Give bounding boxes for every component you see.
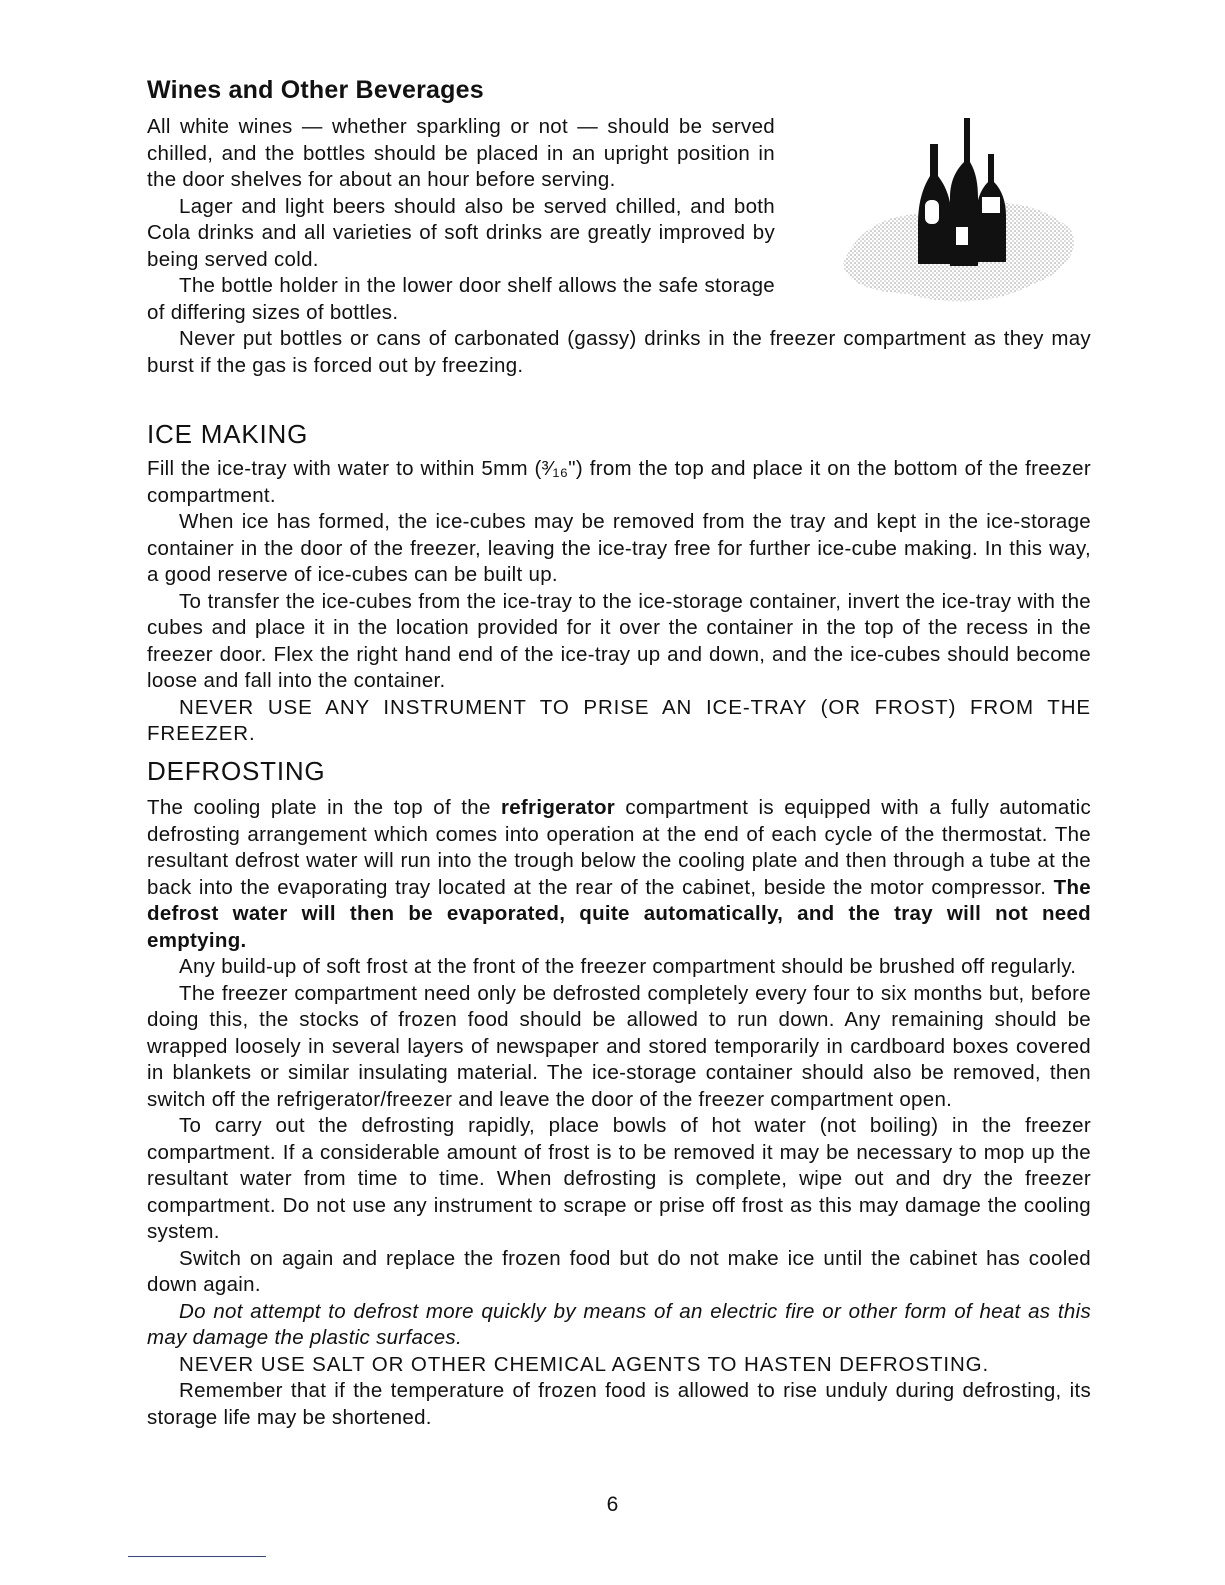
defrost-heading: DEFROSTING [147,756,326,786]
ice-paragraph-1: Fill the ice-tray with water to within 5mm (³⁄₁₆") from the top and place it on the bottom of the freezer compartment. [147,457,1091,507]
section-wines [147,74,1091,379]
defrost-paragraph-5: Switch on again and replace the frozen food but do not make ice until the cabinet has cooled down again. [147,1246,1091,1296]
defrost-paragraph-8: Remember that if the temperature of frozen food is allowed to rise unduly during defrosting, its storage life may be shortened. [147,1379,1091,1429]
wines-paragraph-2: Lager and light beers should also be served chilled, and both Cola drinks and all varieties of soft drinks are greatly improved by being served cold. [147,194,775,271]
wines-heading: Wines and Other Beverages [147,76,484,104]
ice-warning: NEVER USE ANY INSTRUMENT TO PRISE AN ICE-TRAY (OR FROST) FROM THE FREEZER. [147,695,1091,745]
defrost-p1-part-a: The cooling plate in the top of the [147,796,501,819]
ice-paragraph-2: When ice has formed, the ice-cubes may be removed from the tray and kept in the ice-storage container in the door of the freezer, leaving the ice-tray free for further ice-cube making. In this way, a good reserve of ice-cubes can be built up. [147,510,1091,586]
wines-paragraph-3: The bottle holder in the lower door shelf allows the safe storage of differing sizes of bottles. [147,274,775,324]
wines-paragraph-1: All white wines — whether sparkling or not — should be served chilled, and the bottles should be placed in an upright position in the door shelves for about an hour before serving. [147,115,775,191]
ice-paragraph-3: To transfer the ice-cubes from the ice-tray to the ice-storage container, invert the ice-tray with the cubes and place it in the location provided for it over the container in the top of the recess in the freezer door. Flex the right hand end of the ice-tray up and down, and the ice-cubes should become loose and fall into the container. [147,589,1091,692]
section-ice-making [147,418,1091,748]
defrost-p1-part-c: compartment is equipped with a fully automatic defrosting arrangement which comes into operation at the end of each cycle of the thermostat. The resultant defrost water will run into the trough below the cooling plate and then through a tube at the back into the evaporating tray located at the rear of the cabinet, beside the motor compressor. [147,796,1091,899]
defrost-paragraph-1 [147,795,1091,954]
defrost-paragraph-4: To carry out the defrosting rapidly, place bowls of hot water (not boiling) in the freezer compartment. If a considerable amount of frost is to be removed it may be necessary to mop up the resultant water from time to time. When defrosting is complete, wipe out and dry the freezer compartment. Do not use any instrument to scrape or prise off frost as this may damage the cooling system. [147,1114,1091,1243]
wines-paragraph-4: Never put bottles or cans of carbonated (gassy) drinks in the freezer compartment as they may burst if the gas is forced out by freezing. [147,327,1091,377]
scan-edge-line [128,1556,266,1557]
defrost-p1-bold-note: The defrost water will then be evaporated, quite automatically, and the tray will not need emptying. [147,875,1091,952]
defrost-p1-refrigerator: refrigerator [500,796,616,819]
ice-heading: ICE MAKING [147,419,309,449]
defrost-paragraph-6: Do not attempt to defrost more quickly by means of an electric fire or other form of heat as this may damage the plastic surfaces. [147,1299,1091,1349]
wines-text-column [147,114,775,326]
defrost-warning: NEVER USE SALT OR OTHER CHEMICAL AGENTS TO HASTEN DEFROSTING. [179,1352,990,1376]
defrost-paragraph-3: The freezer compartment need only be defrosted completely every four to six months but, before doing this, the stocks of frozen food should be allowed to run down. Any remaining should be wrapped loosely in several layers of newspaper and stored temporarily in cardboard boxes covered in blankets or similar insulating material. The ice-storage container should also be removed, then switch off the refrigerator/freezer and leave the door of the freezer compartment open. [147,981,1091,1111]
page-number: 6 [606,1493,619,1516]
section-defrosting [147,755,1091,1431]
defrost-paragraph-2: Any build-up of soft frost at the front of the freezer compartment should be brushed off regularly. [179,955,1077,978]
